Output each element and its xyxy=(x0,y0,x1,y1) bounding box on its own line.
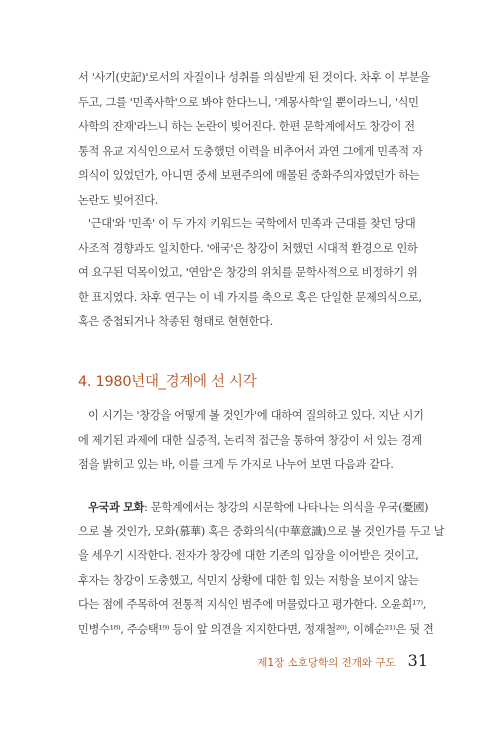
section-heading: 4. 1980년대_경계에 선 시각 xyxy=(78,374,257,390)
text-line: 여 요구된 덕목이었고, '연암'은 창강의 위치를 문학사적으로 비정하기 위 xyxy=(78,266,418,279)
text-line: 한 표지였다. 차후 연구는 이 네 가지를 축으로 혹은 단일한 문제의식으로, xyxy=(78,290,422,304)
text-line: '근대'와 '민족' 이 두 가지 키워드는 국학에서 민족과 근대를 찾던 당대 xyxy=(88,217,416,230)
text-line-rest: : 문학계에서는 창강의 시문학에 나타나는 의식을 우국(憂國) xyxy=(144,501,429,514)
text-line: 을 세우기 시작한다. 전자가 창강에 대한 기존의 입장을 이어받은 것이고, xyxy=(78,549,419,562)
page-footer xyxy=(257,651,428,670)
text-line: 민병수¹⁸⁾, 주승택¹⁹⁾ 등이 앞 의견을 지지한다면, 정재철²⁰⁾, 이혜순²¹⁾은 뒷 견 xyxy=(78,622,434,636)
running-footer-chapter: 제1장 소호당학의 전개와 구도 xyxy=(257,657,396,669)
text-line: 의식이 있었던가, 아니면 중세 보편주의에 매몰된 중화주의자였던가 하는 xyxy=(78,169,420,182)
text-line: 점을 밝히고 있는 바, 이를 크게 두 가지로 나누어 보면 다음과 같다. xyxy=(78,458,394,471)
text-line: 사학의 잔재'라느니 하는 논란이 빚어진다. 한편 문학계에서도 창강이 전 xyxy=(78,120,415,133)
text-line: 논란도 빚어진다. xyxy=(78,193,159,207)
text-line: 혹은 중첩되거나 착종된 형태로 현현한다. xyxy=(78,315,273,328)
paragraph-3 xyxy=(78,404,430,478)
text-line: 으로 볼 것인가, 모화(慕華) 혹은 중화의식(中華意識)으로 볼 것인가를 두고 날 xyxy=(78,524,445,538)
text-line: 사조적 경향과도 일치한다. '애국'은 창강이 처했던 시대적 환경으로 인하 xyxy=(78,241,418,255)
text-line: 이 시기는 '창강을 어떻게 볼 것인가'에 대하여 질의하고 있다. 지난 시기 xyxy=(88,409,424,422)
paragraph-1 xyxy=(78,66,430,213)
paragraph-2 xyxy=(78,212,430,335)
paragraph-4 xyxy=(78,495,445,642)
term-heading: 우국과 모화 xyxy=(88,500,145,514)
page-number: 31 xyxy=(407,651,428,670)
text-line: 서 '사기(史記)'로서의 자질이나 성취를 의심받게 된 것이다. 차후 이 부분을 xyxy=(78,71,430,84)
text-line xyxy=(78,495,430,520)
text-line: 다는 점에 주목하여 전통적 지식인 범주에 머물렀다고 평가한다. 오윤희¹⁷⁾, xyxy=(78,598,427,611)
text-line: 두고, 그를 '민족사학'으로 봐야 한다느니, '계몽사학'일 뿐이라느니, '식민 xyxy=(78,95,419,109)
text-line: 통적 유교 지식인으로서 도충했던 이력을 비추어서 과연 그에게 민족적 자 xyxy=(78,144,423,158)
text-line: 후자는 창강이 도충했고, 식민지 상황에 대한 힘 있는 저항을 보이지 않는 xyxy=(78,573,419,587)
text-line: 에 제기된 과제에 대한 실증적, 논리적 접근을 통하여 창강이 서 있는 경계 xyxy=(78,433,422,447)
